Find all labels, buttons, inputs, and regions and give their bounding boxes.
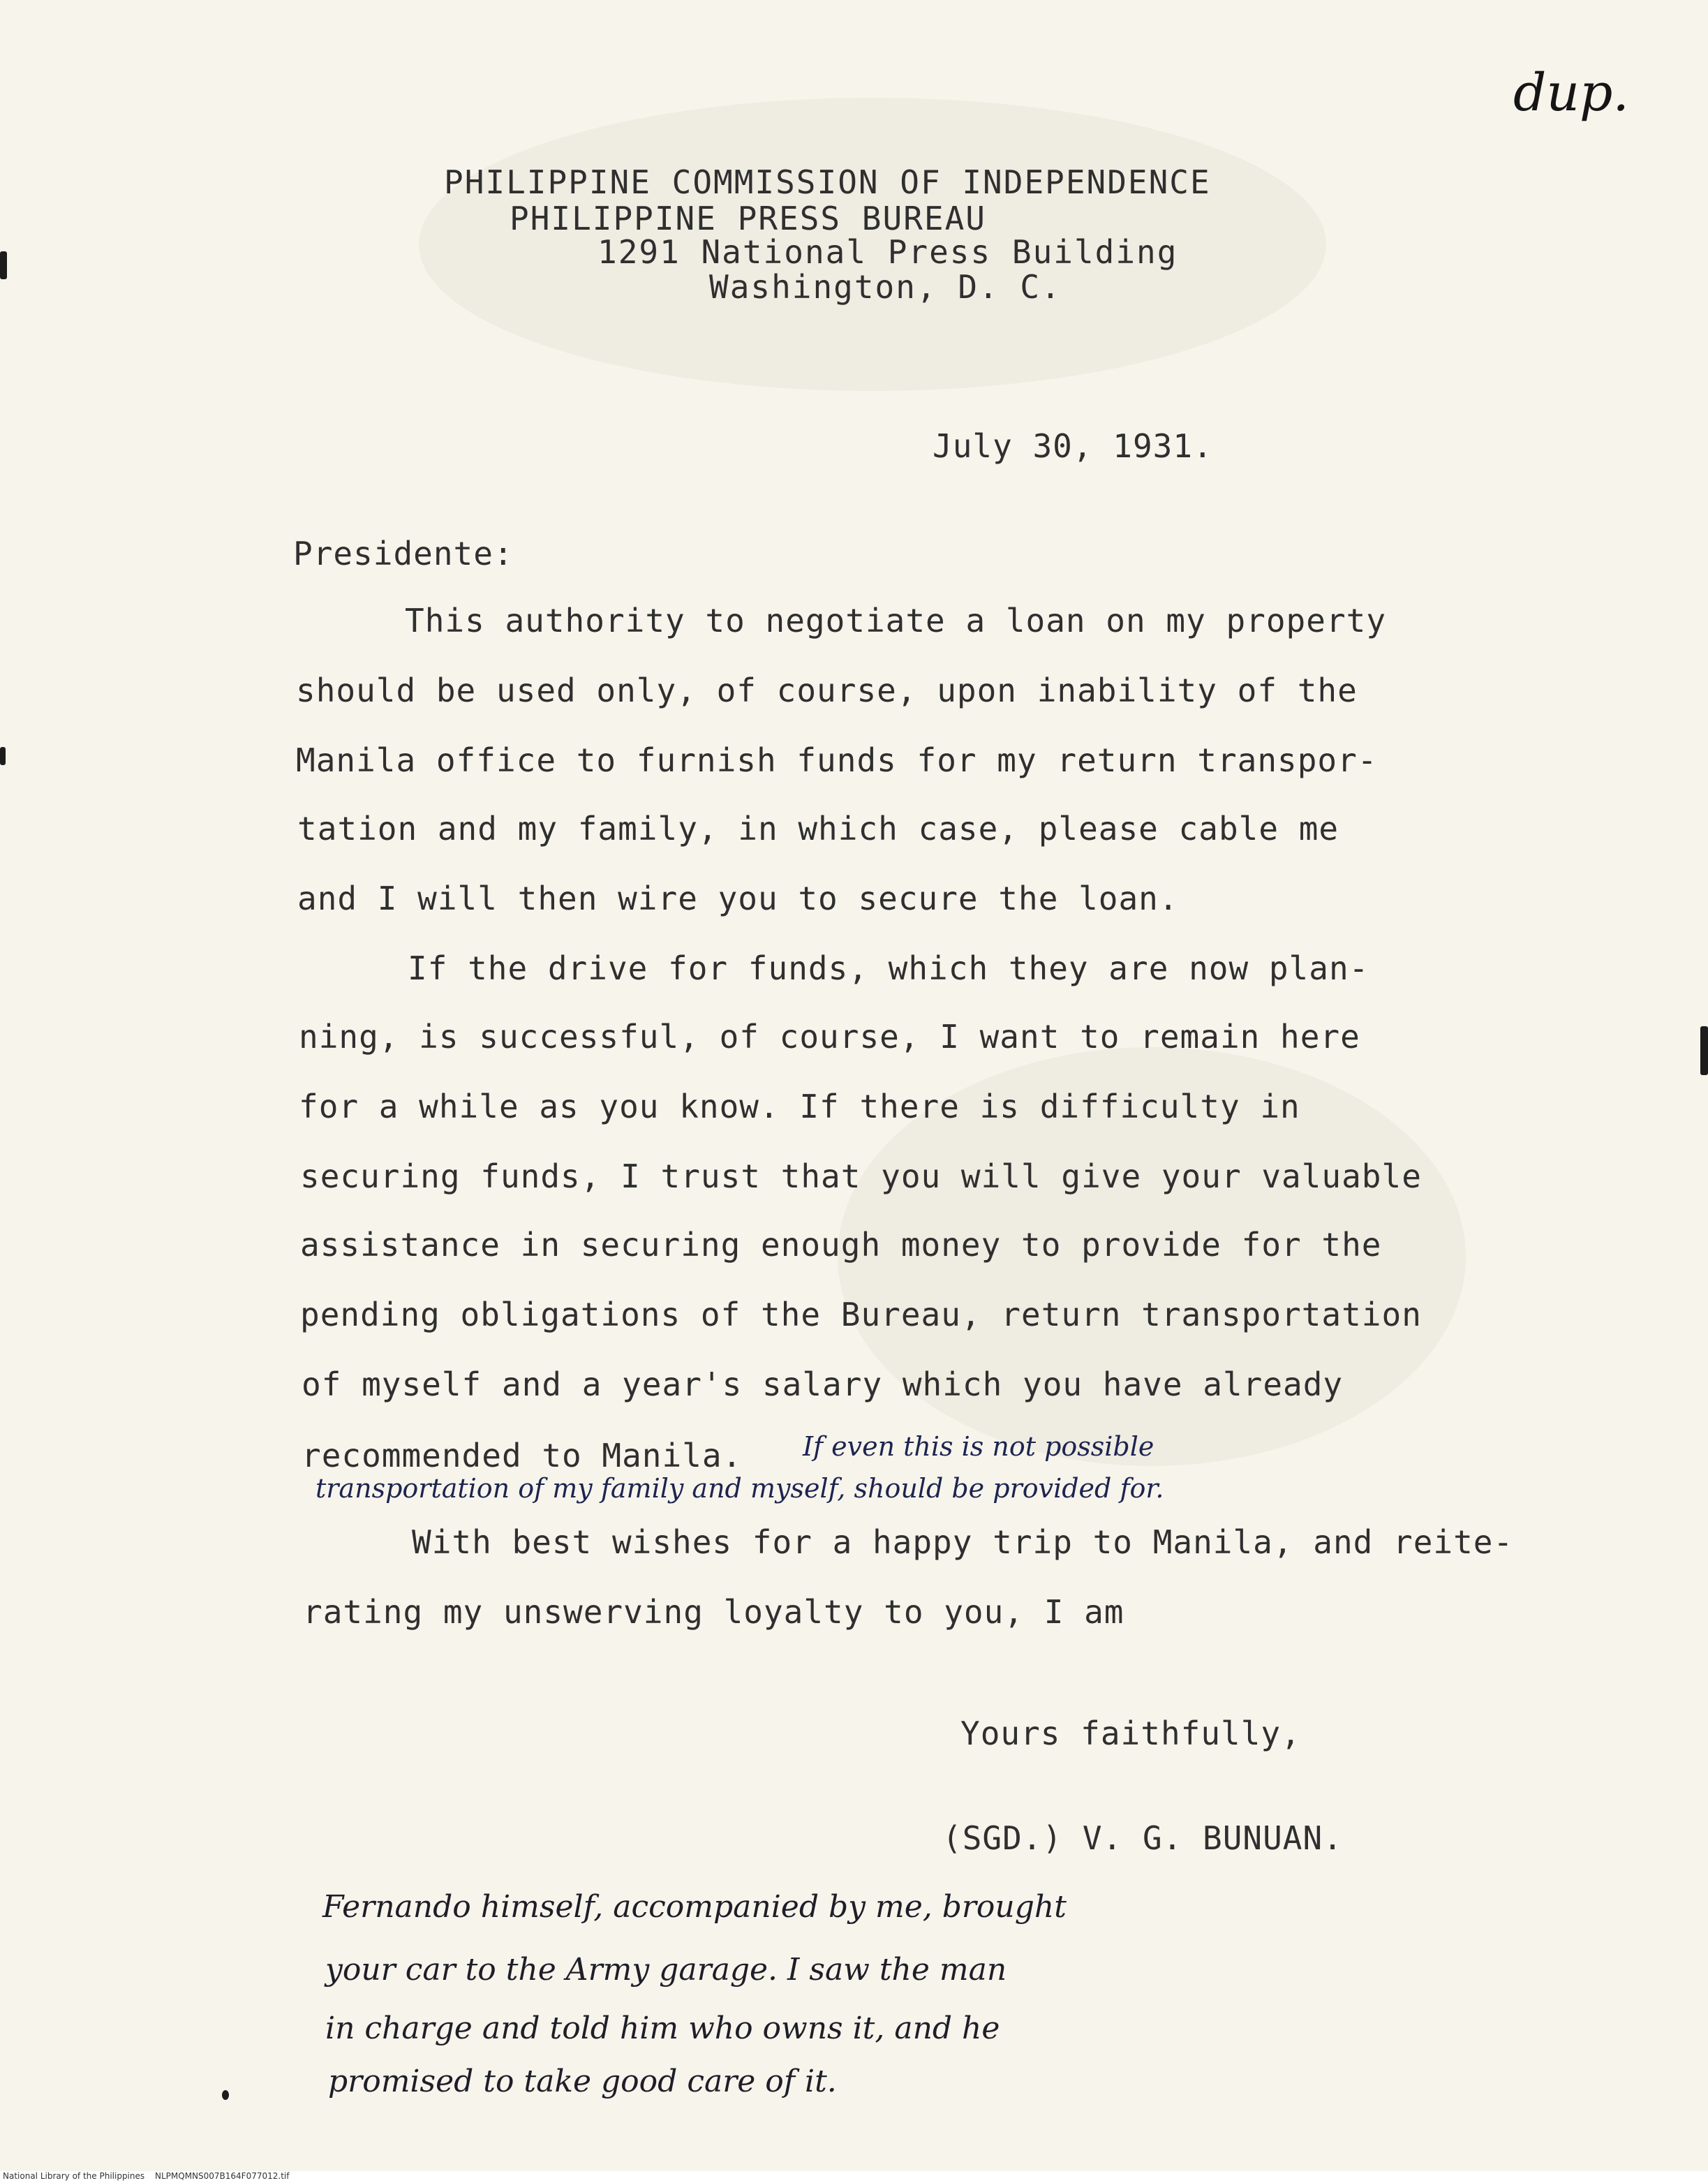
edge-mark [0, 747, 6, 765]
closing: Yours faithfully, [960, 1715, 1301, 1752]
body-line: and I will then wire you to secure the loan. [297, 880, 1179, 917]
body-line: This authority to negotiate a loan on my property [405, 602, 1387, 639]
salutation: Presidente: [293, 535, 514, 572]
body-line: securing funds, I trust that you will give your valuable [300, 1157, 1422, 1195]
body-line: of myself and a year's salary which you have already [302, 1366, 1344, 1403]
body-line: tation and my family, in which case, please cable me [297, 810, 1339, 848]
body-line: should be used only, of course, upon inability of the [296, 672, 1358, 709]
body-line: for a while as you know. If there is difficulty in [299, 1088, 1300, 1125]
footer-filename: NLPMQMNS007B164F077012.tif [155, 2171, 290, 2181]
body-line: recommended to Manila. [302, 1437, 743, 1474]
signature: (SGD.) V. G. BUNUAN. [942, 1819, 1343, 1857]
handwritten-insert: transportation of my family and myself, should be provided for. [315, 1473, 1164, 1504]
body-line: ning, is successful, of course, I want to remain here [299, 1018, 1360, 1056]
handwritten-note: in charge and told him who owns it, and he [325, 2011, 1000, 2046]
letterhead-commission: PHILIPPINE COMMISSION OF INDEPENDENCE [444, 163, 1211, 201]
body-line: With best wishes for a happy trip to Manila, and reite- [412, 1523, 1514, 1561]
handwritten-note: your car to the Army garage. I saw the man [325, 1952, 1007, 1988]
body-line: pending obligations of the Bureau, return transportation [300, 1296, 1422, 1333]
edge-mark [222, 2090, 229, 2100]
letterhead-bureau: PHILIPPINE PRESS BUREAU [510, 200, 986, 237]
handwritten-note: Fernando himself, accompanied by me, brought [322, 1889, 1067, 1925]
handwritten-insert: If even this is not possible [803, 1431, 1154, 1462]
body-line: assistance in securing enough money to provide for the [300, 1226, 1382, 1264]
footer-library: National Library of the Philippines [3, 2171, 145, 2181]
body-line: If the drive for funds, which they are now plan- [408, 949, 1369, 987]
letterhead-city: Washington, D. C. [709, 268, 1062, 306]
letter-date: July 30, 1931. [933, 427, 1213, 465]
edge-mark [1700, 1026, 1708, 1075]
edge-mark [0, 251, 7, 279]
body-line: Manila office to furnish funds for my return transpor- [296, 741, 1378, 779]
dup-annotation: dup. [1513, 63, 1629, 123]
letterhead-address: 1291 National Press Building [597, 233, 1178, 271]
handwritten-note: promised to take good care of it. [328, 2064, 837, 2099]
body-line: rating my unswerving loyalty to you, I am [303, 1593, 1124, 1631]
